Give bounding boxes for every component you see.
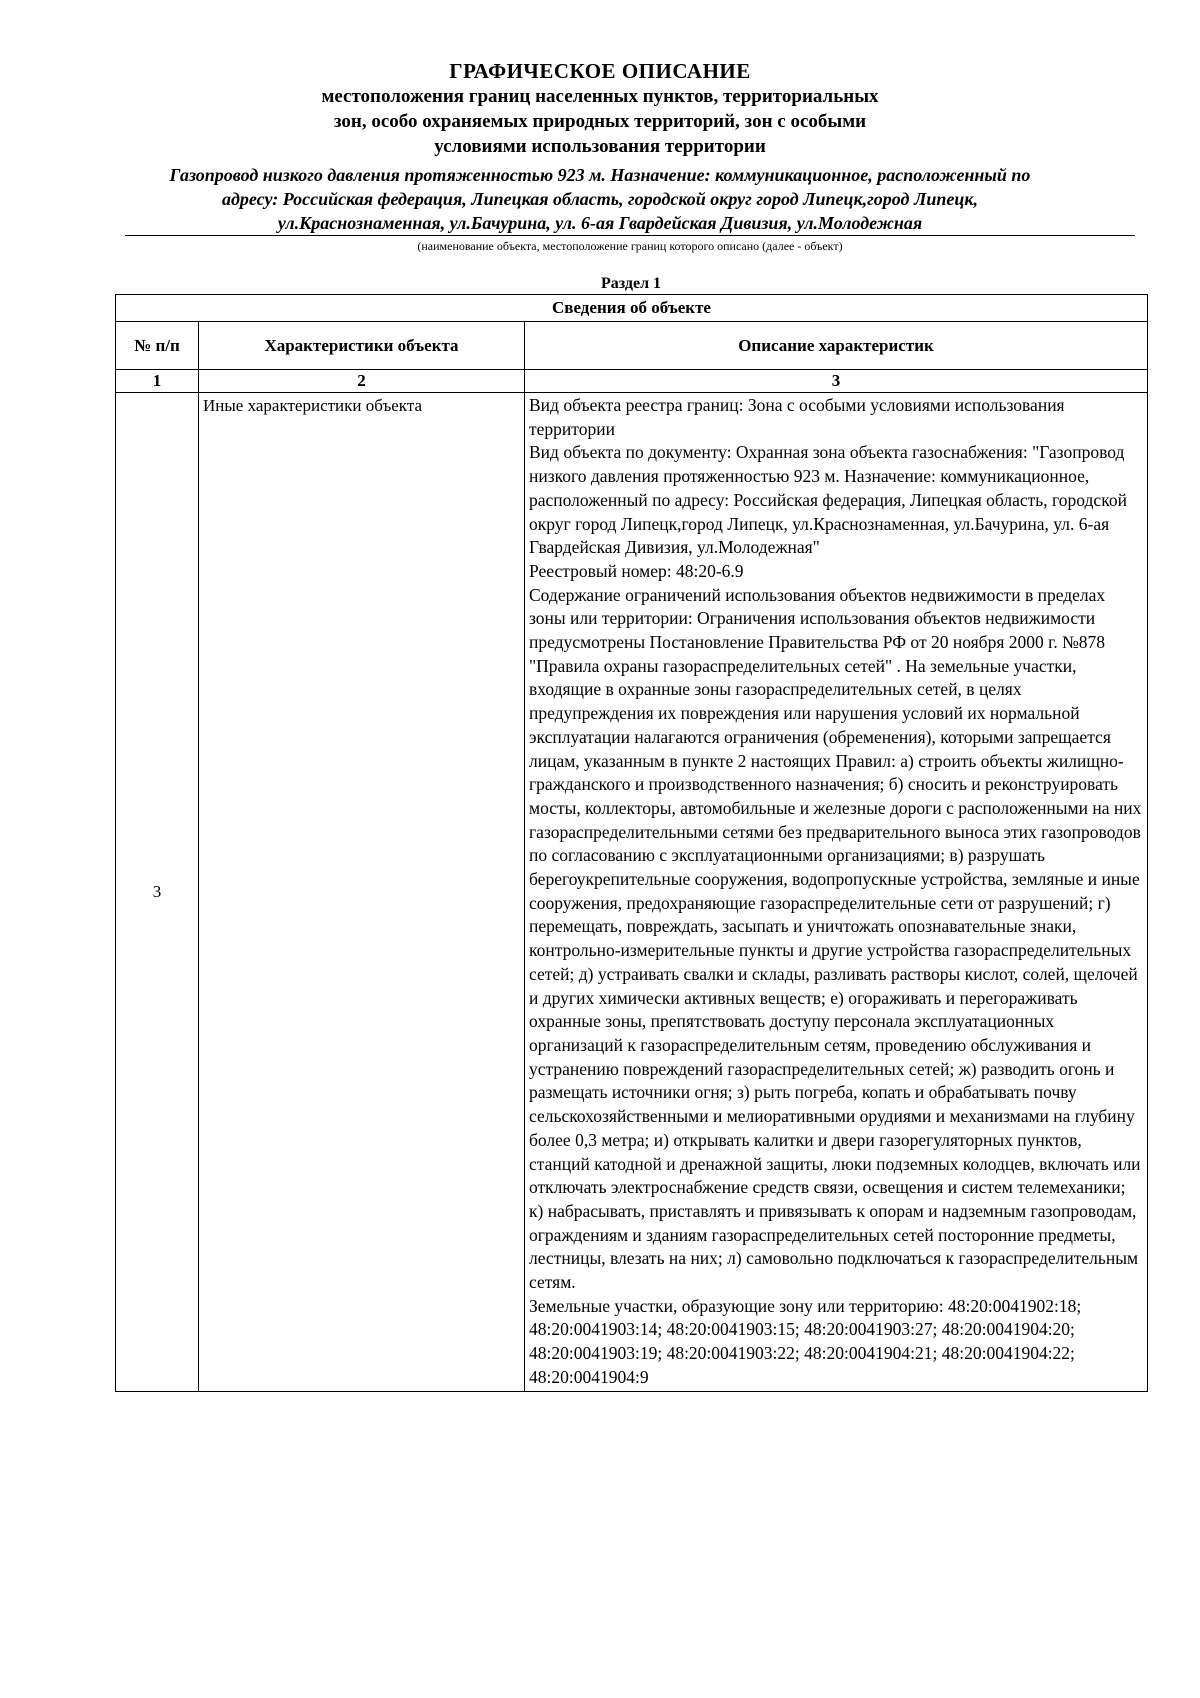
table-header-row [116,322,1148,370]
table-caption: Сведения об объекте [116,295,1148,322]
column-number-1: 1 [116,370,199,393]
object-underline [125,235,1135,236]
object-name [120,163,1080,235]
object-info-table [115,294,1148,1392]
object-line-3: ул.Краснознаменная, ул.Бачурина, ул. 6-ая Гвардейская Дивизия, ул.Молодежная [277,213,923,233]
column-number-2: 2 [199,370,525,393]
description-registry-type: Вид объекта реестра границ: Зона с особыми условиями использования территории [529,395,1065,439]
header-number [116,322,199,370]
object-line-2: адресу: Российская федерация, Липецкая область, городской округ город Липецк,город Липецк, [222,189,978,209]
section-label: Раздел 1 [600,275,662,292]
description-land-plots: Земельные участки, образующие зону или территорию: 48:20:0041902:18; 48:20:0041903:14; 48:20:0041903:15; 48:20:0041903:27; 48:20:0041904:20; 48:20:0041903:19; 48:20:0041903:22; 48:20:0041904:21; 48:20:0041904:22; 48:20:0041904:9 [529,1295,1082,1387]
table-row [116,393,1148,1392]
row-index: 3 [116,393,199,1392]
subtitle-line-1: местоположения границ населенных пунктов, территориальных [321,86,879,107]
object-caption: (наименование объекта, местоположение границ которого описано (далее - объект) [417,239,843,253]
row-description [525,393,1148,1392]
document-header [120,58,1080,235]
column-number-3: 3 [525,370,1148,393]
column-number-row [116,370,1148,393]
description-registry-number: Реестровый номер: 48:20-6.9 [529,560,744,581]
subtitle-line-3: условиями использования территории [434,136,766,157]
header-description: Описание характеристик [525,322,1148,370]
header-number-label: № п/п [134,335,180,355]
header-characteristics: Характеристики объекта [199,322,525,370]
subtitle-line-2: зон, особо охраняемых природных территорий, зон с особыми [333,111,867,132]
table-caption-row [116,295,1148,322]
row-characteristic: Иные характеристики объекта [199,393,525,1392]
description-restrictions: Содержание ограничений использования объектов недвижимости в пределах зоны или территории: Ограничения использования объектов недвижимости предусмотрены Постановление Правительства РФ от 20 ноября 2000 г. №878 "Правила охраны газораспределительных сетей" . На земельные участки, входящие в охранные зоны газораспределительных сетей, в целях предупреждения их повреждения или нарушения условий их нормальной эксплуатации налагаются ограничения (обременения), которыми запрещается лицам, указанным в пункте 2 настоящих Правил: а) строить объекты жилищно-гражданского и производственного назначения; б) сносить и реконструировать мосты, коллекторы, автомобильные и железные дороги с расположенными на них газораспределительными сетями без предварительного выноса этих газопроводов по согласованию с эксплуатационными организациями; в) разрушать берегоукрепительные сооружения, водопропускные устройства, земляные и иные сооружения, предохраняющие газораспределительные сети от разрушений; г) перемещать, повреждать, засыпать и уничтожать опознавательные знаки, контрольно-измерительные пункты и другие устройства газораспределительных сетей; д) устраивать свалки и склады, разливать растворы кислот, солей, щелочей и других химически активных веществ; е) огораживать и перегораживать охранные зоны, препятствовать доступу персонала эксплуатационных организаций к газораспределительным сетям, проведению обслуживания и устранению повреждений газораспределительных сетей; ж) разводить огонь и размещать источники огня; з) рыть погреба, копать и обрабатывать почву сельскохозяйственными и мелиоративными орудиями и механизмами на глубину более 0,3 метра; и) открывать калитки и двери газорегуляторных пунктов, станций катодной и дренажной защиты, люки подземных колодцев, включать или отключать электроснабжение средств связи, освещения и систем телемеханики; к) набрасывать, приставлять и привязывать к опорам и надземным газопроводам, ограждениям и зданиям газораспределительных сетей посторонние предметы, лестницы, влезать на них; л) самовольно подключаться к газораспределительным сетям. [529,584,1142,1293]
document-title: ГРАФИЧЕСКОЕ ОПИСАНИЕ [449,59,751,83]
object-line-1: Газопровод низкого давления протяженностью 923 м. Назначение: коммуникационное, расположенный по [169,165,1031,185]
description-document-type: Вид объекта по документу: Охранная зона объекта газоснабжения: "Газопровод низкого давления протяженностью 923 м. Назначение: коммуникационное, расположенный по адресу: Российская федерация, Липецкая область, городской округ город Липецк,город Липецк, ул.Краснознаменная, ул.Бачурина, ул. 6-ая Гвардейская Дивизия, ул.Молодежная" [529,442,1127,558]
